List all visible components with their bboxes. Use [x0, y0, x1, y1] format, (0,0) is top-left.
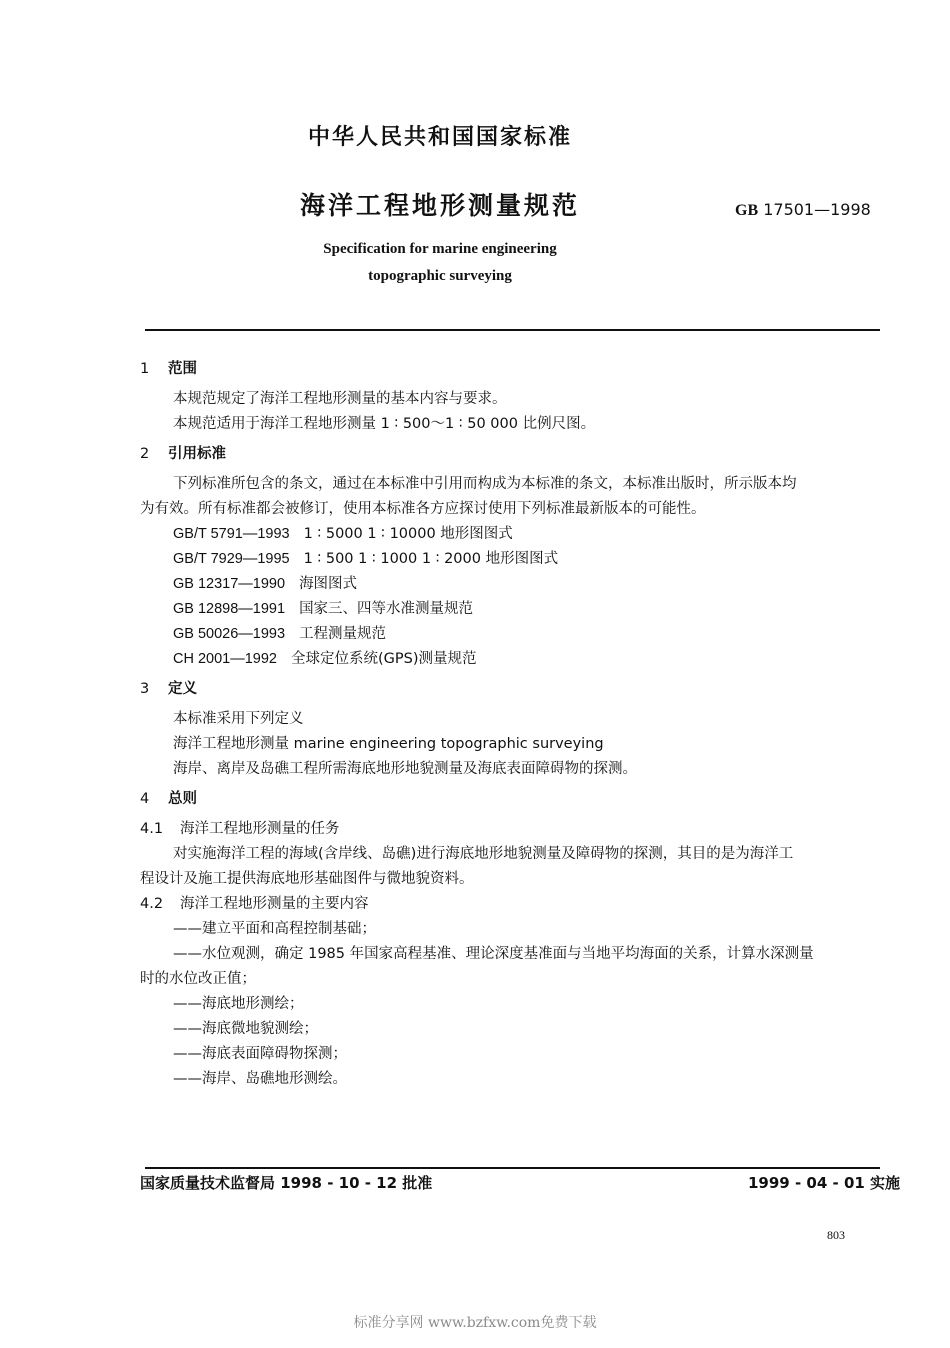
definition-term: 海洋工程地形测量 marine engineering topographic surveying	[173, 736, 604, 752]
list-item: ——海底表面障碍物探测；	[173, 1046, 347, 1062]
subsection-title: 海洋工程地形测量的主要内容	[180, 896, 369, 912]
approval-statement: 国家质量技术监督局 1998 - 10 - 12 批准	[140, 1174, 433, 1192]
reference-item	[140, 622, 880, 647]
section-title: 定义	[168, 681, 197, 697]
page-number: 803	[827, 1228, 845, 1242]
reference-name: 1 ∶ 500 1 ∶ 1000 1 ∶ 2000 地形图图式	[303, 551, 559, 567]
paragraph: 本规范适用于海洋工程地形测量 1 ∶ 500～1 ∶ 50 000 比例尺图。	[173, 416, 596, 432]
section-number: 2	[140, 446, 150, 462]
reference-code: GB/T 7929—1995	[173, 551, 290, 567]
download-watermark: 标准分享网 www.bzfxw.com免费下载	[353, 1315, 597, 1331]
list-item: ——海底地形测绘；	[173, 996, 304, 1012]
standard-code: 17501—1998	[758, 200, 871, 219]
paragraph-line: 对实施海洋工程的海域(含岸线、岛礁)进行海底地形地貌测量及障碍物的探测，其目的是为海洋工	[173, 846, 794, 862]
english-title-line-1: Specification for marine engineering	[323, 241, 557, 257]
english-title-line-2: topographic surveying	[368, 268, 512, 284]
document-body	[140, 357, 880, 1092]
paragraph-line: 程设计及施工提供海底地形基础图件与微地貌资料。	[140, 871, 474, 887]
section-title: 引用标准	[168, 446, 226, 462]
reference-code: GB 50026—1993	[173, 626, 286, 642]
section-heading-general	[140, 787, 880, 812]
reference-name: 国家三、四等水准测量规范	[299, 601, 474, 617]
reference-item	[140, 597, 880, 622]
section-title: 范围	[168, 361, 197, 377]
standard-number	[735, 200, 871, 220]
subsection-title: 海洋工程地形测量的任务	[180, 821, 340, 837]
list-item: ——海岸、岛礁地形测绘。	[173, 1071, 347, 1087]
section-heading-scope	[140, 357, 880, 382]
reference-item	[140, 522, 880, 547]
header-divider	[145, 329, 880, 331]
section-number: 4	[140, 791, 150, 807]
paragraph-line: 为有效。所有标准都会被修订，使用本标准各方应探讨使用下列标准最新版本的可能性。	[140, 501, 706, 517]
section-title: 总则	[168, 791, 197, 807]
implementation-date: 1999 - 04 - 01 实施	[748, 1174, 901, 1192]
paragraph: 本标准采用下列定义	[173, 711, 304, 727]
reference-code: GB/T 5791—1993	[173, 526, 290, 542]
reference-code: CH 2001—1992	[173, 651, 277, 667]
list-item: ——建立平面和高程控制基础；	[173, 921, 376, 937]
paragraph: 本规范规定了海洋工程地形测量的基本内容与要求。	[173, 391, 507, 407]
reference-name: 工程测量规范	[299, 626, 387, 642]
subsection-number: 4.1	[140, 821, 164, 837]
subsection-heading	[140, 817, 880, 842]
reference-code: GB 12898—1991	[173, 601, 286, 617]
reference-item	[140, 572, 880, 597]
reference-name: 1 ∶ 5000 1 ∶ 10000 地形图图式	[303, 526, 513, 542]
national-standard-title: 中华人民共和国国家标准	[307, 125, 572, 150]
section-heading-references	[140, 442, 880, 467]
footer-divider	[145, 1167, 880, 1169]
section-heading-definitions	[140, 677, 880, 702]
reference-name: 全球定位系统(GPS)测量规范	[291, 651, 477, 667]
list-item-continuation: 时的水位改正值；	[140, 971, 256, 987]
document-title: 海洋工程地形测量规范	[299, 191, 580, 220]
paragraph-line: 下列标准所包含的条文，通过在本标准中引用而构成为本标准的条文，本标准出版时，所示版本均	[173, 476, 797, 492]
list-item: ——水位观测，确定 1985 年国家高程基准、理论深度基准面与当地平均海面的关系，计算水深测量	[173, 946, 814, 962]
subsection-heading	[140, 892, 880, 917]
reference-item	[140, 647, 880, 672]
english-title	[0, 236, 880, 290]
section-number: 3	[140, 681, 150, 697]
definition-text: 海岸、离岸及岛礁工程所需海底地形地貌测量及海底表面障碍物的探测。	[173, 761, 637, 777]
reference-name: 海图图式	[299, 576, 358, 592]
subsection-number: 4.2	[140, 896, 164, 912]
list-item: ——海底微地貌测绘；	[173, 1021, 318, 1037]
standard-prefix: GB	[735, 202, 759, 219]
reference-item	[140, 547, 880, 572]
reference-code: GB 12317—1990	[173, 576, 286, 592]
section-number: 1	[140, 361, 150, 377]
